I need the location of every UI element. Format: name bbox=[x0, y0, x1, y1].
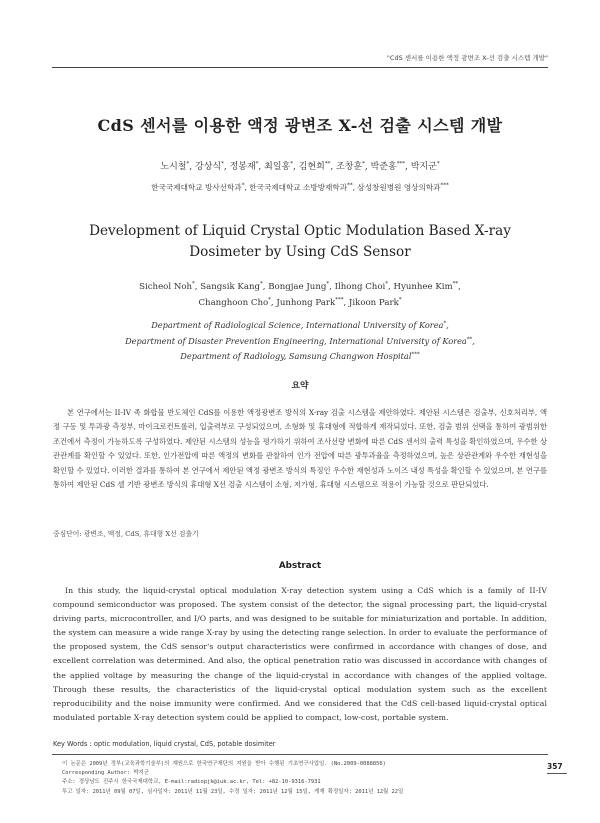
affiliation-mark: * bbox=[260, 281, 263, 288]
list-entry: Department of Disaster Prevention Engineering, International University of Korea**, bbox=[125, 335, 475, 346]
entry-name: 강상식 bbox=[195, 162, 222, 172]
list-entry bbox=[60, 349, 540, 365]
affiliation-mark: * bbox=[192, 281, 195, 288]
entry-name: Bongjae Jung bbox=[268, 282, 327, 292]
entry-name: 한국국제대학교 소방방재학과 bbox=[249, 183, 348, 192]
entry-name: Department of Radiology, Samsung Changwon Hospital bbox=[180, 351, 412, 362]
title-english-line-2: Dosimeter by Using CdS Sensor bbox=[189, 244, 411, 260]
affiliation-mark: * bbox=[443, 320, 447, 327]
list-entry: Department of Radiological Science, International University of Korea*, bbox=[151, 320, 449, 330]
footnote-address: 주소: 경상남도 진주시 한국국제대학교, E-mail:radiopjk@iuk.ac.kr, Tel: +82-10-9316-7931 bbox=[62, 779, 321, 786]
authors-korean bbox=[0, 159, 600, 172]
entry-name: 정봉재 bbox=[229, 162, 256, 172]
affiliations-korean bbox=[0, 182, 600, 193]
entry-name: Ilhong Choi bbox=[334, 282, 386, 292]
entry-name: 삼성창원병원 영상의학과 bbox=[357, 183, 441, 192]
affiliation-mark: *** bbox=[411, 351, 420, 358]
abstract-english-heading: Abstract bbox=[278, 561, 322, 571]
entry-name: 최일홍 bbox=[264, 162, 291, 172]
abstract-korean-body: 본 연구에서는 II-IV 족 화합물 반도체인 CdS를 이용한 액정광변조 방식의 X-ray 검출 시스템을 제안하였다. 제안된 시스템은 검출부, 신호처리부, 액정 구동 및 투과광 측정부, 마이크로컨트롤러, 입출력부로 구성되었으며, 소형화 및 휴대형에 적합하게 제작되었다. 또한, 검출 범위 선택을 통하여 광범위한 조건에서 측정이 가능하도록 구성하였다. 제안된 시스템의 성능을 평가하기 위하여 조사선량 변화에 따른 CdS 센서의 출력 특성을 확인하였으며, 우수한 상관관계를 확인할 수 있었다. 또한, 인가전압에 따른 액정의 변화를 관찰하여 인가 전압에 따른 광투과율을 측정하였으며, 높은 상관관계와 우수한 재현성을 확인할 수 있었다. 이러한 결과를 통하여 본 연구에서 제안된 액정 광변조 방식의 특징인 우수한 재현성과 노이즈 내성 특성을 확인할 수 있었으며, 본 연구를 통하여 제안된 CdS 셀 기반 광변조 방식의 휴대형 X선 검출 시스템이 소형, 저가형, 휴대형 시스템으로 적용이 가능할 것으로 판단되었다. bbox=[53, 408, 547, 490]
list-entry: 한국국제대학교 방사선학과*, bbox=[151, 182, 250, 192]
list-entry: 김현희**, bbox=[298, 161, 337, 172]
entry-name: Jikoon Park bbox=[348, 297, 399, 308]
list-entry: Sangsik Kang*, bbox=[200, 281, 269, 292]
entry-name: Junhong Park bbox=[276, 297, 336, 308]
affiliation-mark: * bbox=[186, 161, 190, 167]
list-entry: 조창훈*, bbox=[336, 161, 371, 172]
abstract-korean-heading: 요약 bbox=[291, 381, 309, 391]
list-entry bbox=[411, 162, 440, 172]
affiliation-mark: * bbox=[326, 281, 330, 288]
entry-name: Hyunhee Kim bbox=[393, 282, 453, 292]
list-entry: 박준홍***, bbox=[370, 161, 411, 172]
running-head: "CdS 센서를 이용한 액정 광변조 X-선 검출 시스템 개발" bbox=[386, 54, 548, 62]
entry-name: Department of Disaster Prevention Engineering, International University of Korea bbox=[125, 335, 467, 346]
footnote-rule bbox=[52, 754, 548, 755]
authors-english-line-2 bbox=[80, 296, 520, 312]
footnote-funding: 이 논문은 2009년 정부(교육과학기술부)의 재원으로 한국연구재단의 지원을 받아 수행된 기초연구사업임. (No.2009-0088856) bbox=[62, 761, 386, 767]
authors-english-line-1 bbox=[80, 280, 520, 296]
affiliation-mark: * bbox=[436, 161, 440, 167]
list-entry: Sicheol Noh*, bbox=[139, 281, 201, 292]
keywords-korean: 중심단어: 광변조, 액정, CdS, 휴대형 X선 검출기 bbox=[53, 530, 199, 538]
list-entry bbox=[349, 298, 402, 308]
entry-name: Sangsik Kang bbox=[200, 282, 260, 292]
affiliation-mark: * bbox=[221, 161, 224, 167]
affiliation-mark: ** bbox=[324, 161, 331, 167]
list-entry: 한국국제대학교 소방방재학과**, bbox=[249, 182, 358, 192]
page-number: 357 bbox=[547, 762, 563, 771]
abstract-english-body: In this study, the liquid-crystal optical modulation X-ray detection system using a CdS which is a family of II-IV compound semiconductor was proposed. The system consist of the detector, the signal processing part, the liquid-crystal driving parts, microcontroller, and I/O parts, and was designed to be suitable for miniaturization and portable. In addition, the system can measure a wide range X-ray by using the detecting range selection. In order to evaluate the performance of the proposed system, the CdS sensor's output characteristics were confirmed in accordance with changes of dose, and excellent correlation was determined. And also, the optical penetration ratio was discussed in accordance with changes of the applied voltage by measuring the change of the liquid-crystal in accordance with changes of the applied voltage. Through these results, the characteristics of the liquid-crystal optical modulation system such as the excellent reproducibility and the noise immunity were confirmed. And we considered that the CdS cell-based liquid-crystal optical modulated portable X-ray detection system could be applied to compact, low-cost, portable system. bbox=[53, 586, 547, 722]
list-entry: 정봉재*, bbox=[229, 161, 265, 172]
list-entry: Hyunhee Kim**, bbox=[393, 281, 461, 292]
list-entry: Junhong Park***, bbox=[276, 296, 349, 308]
entry-name: Changhoon Cho bbox=[198, 297, 269, 308]
affiliation-mark: * bbox=[268, 296, 271, 303]
list-entry: 최일홍*, bbox=[264, 161, 299, 172]
affiliation-mark: * bbox=[290, 161, 293, 167]
paper-title-english bbox=[60, 221, 540, 263]
entry-name: 박지군 bbox=[410, 162, 437, 172]
affiliation-mark: * bbox=[255, 161, 259, 167]
affiliation-mark: *** bbox=[396, 161, 405, 167]
affiliation-mark: * bbox=[385, 281, 388, 288]
title-english-line-1: Development of Liquid Crystal Optic Modulation Based X-ray bbox=[89, 223, 511, 239]
affiliation-mark: * bbox=[362, 161, 365, 167]
affiliation-mark: ** bbox=[347, 182, 353, 189]
footnote-dates: 투고 일자: 2011년 09월 07일, 심사일자: 2011년 11월 23일, 수정 일자: 2011년 12월 15일, 게재 확정일자: 2011년 12월 22일 bbox=[62, 788, 404, 795]
entry-name: 노시철 bbox=[160, 162, 187, 172]
entry-name: 박준홍 bbox=[370, 162, 397, 172]
header-rule bbox=[52, 67, 548, 68]
footnote-corresponding-author: Corresponding Author: 박지군 bbox=[62, 770, 150, 777]
entry-name: Sicheol Noh bbox=[139, 282, 193, 292]
list-entry: 강상식*, bbox=[195, 161, 230, 172]
affiliation-mark: ** bbox=[466, 335, 473, 342]
affiliations-english bbox=[60, 318, 540, 365]
paper-title-korean: CdS 센서를 이용한 액정 광변조 X-선 검출 시스템 개발 bbox=[97, 116, 503, 135]
page-number-rule bbox=[547, 773, 567, 774]
affiliation-mark: * bbox=[398, 296, 402, 303]
entry-name: 한국국제대학교 방사선학과 bbox=[151, 183, 242, 192]
affiliation-mark: *** bbox=[440, 182, 449, 189]
entry-name: 조창훈 bbox=[336, 162, 363, 172]
list-entry: 노시철*, bbox=[160, 161, 195, 172]
footnote bbox=[62, 760, 532, 797]
entry-name: Department of Radiological Science, International University of Korea bbox=[151, 320, 444, 330]
entry-name: 김현희 bbox=[298, 162, 325, 172]
list-entry bbox=[357, 183, 448, 192]
keywords-english: Key Words : optic modulation, liquid crystal, CdS, potable dosimiter bbox=[53, 740, 276, 748]
list-entry: Changhoon Cho*, bbox=[198, 296, 277, 308]
list-entry: Bongjae Jung*, bbox=[268, 281, 335, 292]
affiliation-mark: *** bbox=[335, 296, 344, 303]
authors-english bbox=[80, 280, 520, 311]
affiliation-mark: ** bbox=[452, 281, 459, 288]
affiliation-mark: * bbox=[241, 182, 245, 189]
list-entry: Ilhong Choi*, bbox=[334, 281, 394, 292]
